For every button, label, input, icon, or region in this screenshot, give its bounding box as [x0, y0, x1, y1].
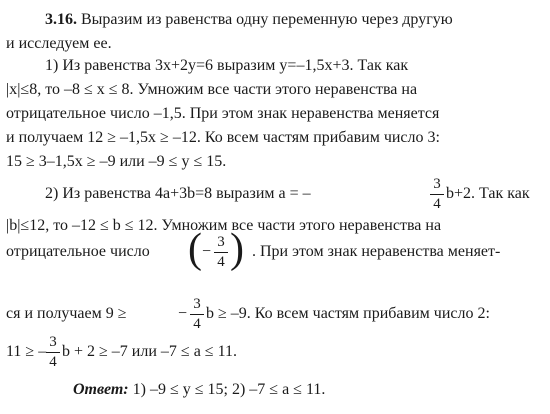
fraction-3-4: 3 4	[214, 234, 228, 271]
text-line: отрицательное число	[6, 243, 150, 260]
page: 3.16. Выразим из равенства одну переменную через другую и исследуем ее. 1) Из равенства 3x+2y=6 выразим y=–1,5x+3. Так как |x|≤8, то –8 ≤ x ≤ 8. Умножим все части этого неравенства на отрицательное число –1,5. При этом знак неравенства меняется и получаем 12 ≥ –1,5x ≥ –12. Ко всем частям прибавим число 3: 15 ≥ 3–1,5x ≥ –9 или –9 ≤ y ≤ 15. 2) Из равенства 4a+3b=8 выразим a = – 3 4 b+2. Так как |b|≤12, то –12 ≤ b ≤ 12. Умножим все части этого неравенства на отрицательное число ( − 3 4 ) . При этом знак неравенства меняет- ся и получаем 9 ≥ − 3 4 b ≥ –9. Ко всем частям прибавим число 2: 11 ≥ – 3 4 b + 2 ≥ –7 или –7 ≤ a ≤ 11. Ответ: 1) –9 ≤ y ≤ 15; 2) –7 ≤ a ≤ 11.	[0, 0, 550, 414]
part2-line-a: 2) Из равенства 4a+3b=8 выразим a = –	[45, 185, 311, 202]
text-line: b + 2 ≥ –7 или –7 ≤ a ≤ 11.	[62, 343, 237, 360]
text-line: отрицательное число –1,5. При этом знак неравенства меняется	[6, 105, 440, 122]
text-line: |b|≤12, то –12 ≤ b ≤ 12. Умножим все части этого неравенства на	[6, 217, 442, 234]
problem-heading-line	[45, 10, 535, 30]
text-line: |x|≤8, то –8 ≤ x ≤ 8. Умножим все части этого неравенства на	[6, 81, 418, 98]
text-line: и получаем 12 ≥ –1,5x ≥ –12. Ко всем частям прибавим число 3:	[6, 129, 440, 146]
text-line: b ≥ –9. Ко всем частям прибавим число 2:	[206, 305, 490, 322]
fraction-3-4: 3 4	[190, 296, 204, 333]
part1-line: 1) Из равенства 3x+2y=6 выразим y=–1,5x+3. Так как	[45, 57, 409, 74]
text-line: 15 ≥ 3–1,5x ≥ –9 или –9 ≤ y ≤ 15.	[6, 153, 227, 170]
fraction-3-4: 3 4	[430, 176, 444, 213]
left-paren: (	[188, 226, 202, 272]
fraction-3-4: 3 4	[46, 334, 60, 371]
answer-text: 1) –9 ≤ y ≤ 15; 2) –7 ≤ a ≤ 11.	[132, 381, 326, 398]
text-line: ся и получаем 9 ≥	[6, 305, 127, 322]
part2-line-b: b+2. Так как	[446, 185, 530, 202]
text-line: . При этом знак неравенства меняет-	[252, 243, 501, 260]
text-line: 11 ≥ –	[6, 343, 47, 360]
text-line: и исследуем ее.	[6, 35, 112, 52]
problem-heading	[45, 10, 453, 30]
answer-line	[73, 380, 325, 400]
answer-label: Ответ:	[73, 381, 129, 398]
problem-heading-text: Выразим из равенства одну переменную через другую	[81, 11, 453, 28]
right-paren: )	[230, 226, 244, 272]
problem-number: 3.16.	[45, 11, 77, 28]
